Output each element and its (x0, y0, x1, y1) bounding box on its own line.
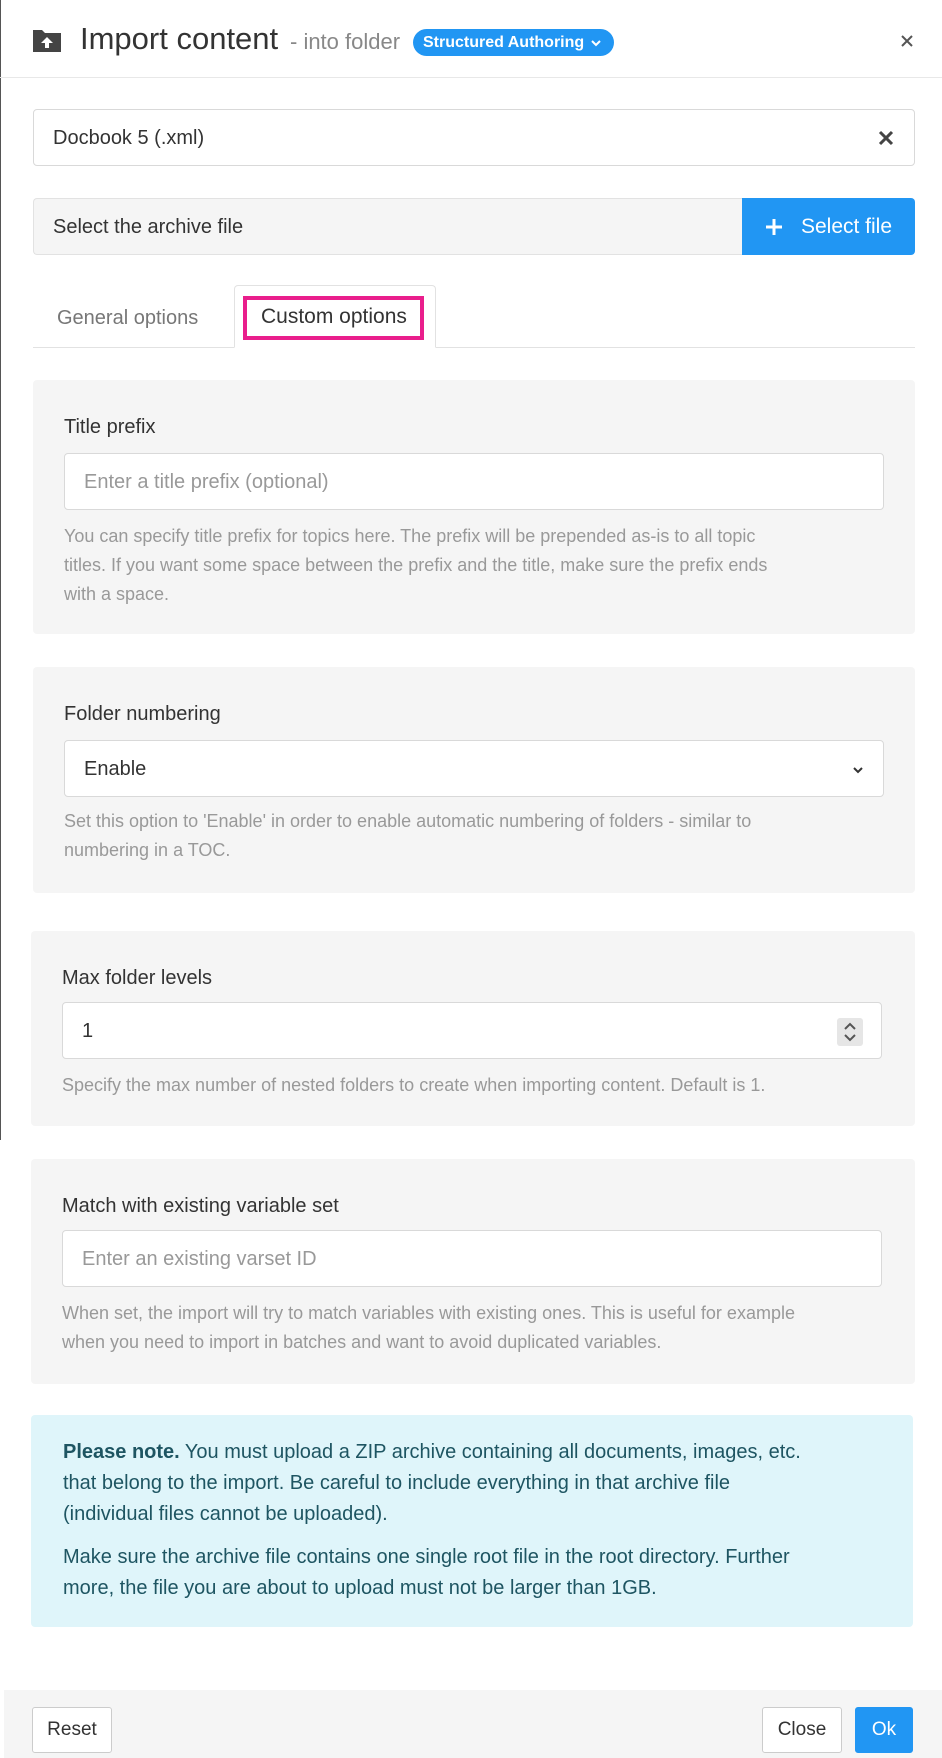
max-folder-levels-label: Max folder levels (62, 967, 213, 989)
variable-set-input[interactable] (62, 1230, 882, 1287)
variable-set-placeholder: Enter an existing varset ID (82, 1248, 317, 1270)
folder-numbering-panel (33, 667, 915, 893)
file-picker-label-box[interactable] (33, 198, 743, 255)
note-line: more, the file you are about to upload must not be larger than 1GB. (63, 1577, 657, 1599)
close-button[interactable]: Close (762, 1707, 842, 1753)
import-note (31, 1415, 913, 1627)
ok-button[interactable]: Ok (855, 1707, 913, 1753)
folder-upload-icon (32, 27, 62, 53)
note-line: that belong to the import. Be careful to include everything in that archive file (63, 1472, 731, 1494)
help-line: When set, the import will try to match variables with existing ones. This is useful for example (62, 1303, 795, 1323)
select-file-label: Select file (800, 214, 893, 238)
help-line: Set this option to 'Enable' in order to enable automatic numbering of folders - similar to (64, 811, 752, 831)
max-folder-levels-input[interactable] (62, 1002, 882, 1059)
folder-badge[interactable] (413, 29, 614, 56)
title-prefix-panel (33, 380, 915, 634)
plus-icon (765, 218, 783, 236)
chevron-down-icon (851, 763, 865, 777)
variable-set-panel (31, 1159, 915, 1384)
max-folder-levels-help: Specify the max number of nested folders to create when importing content. Default is 1. (62, 1075, 766, 1095)
options-tabs (33, 285, 915, 348)
close-icon[interactable] (896, 30, 918, 52)
variable-set-label: Match with existing variable set (62, 1195, 339, 1217)
folder-numbering-select[interactable] (64, 740, 884, 797)
note-bold: Please note. (63, 1441, 180, 1463)
folder-badge-label: Structured Authoring (423, 34, 585, 51)
note-text: You must upload a ZIP archive containing all documents, images, etc. (179, 1441, 801, 1463)
help-line: You can specify title prefix for topics here. The prefix will be prepended as-is to all topic (64, 526, 756, 546)
note-line: Make sure the archive file contains one single root file in the root directory. Further (63, 1546, 790, 1568)
tab-custom-options[interactable] (234, 285, 436, 348)
tab-general-options[interactable]: General options (57, 307, 199, 329)
note-line: (individual files cannot be uploaded). (63, 1503, 388, 1525)
reset-button[interactable]: Reset (32, 1707, 112, 1753)
window-edge (0, 0, 1, 1140)
max-folder-levels-panel (31, 931, 915, 1126)
format-select[interactable] (33, 109, 915, 166)
title-prefix-input[interactable] (64, 453, 884, 510)
folder-numbering-label: Folder numbering (64, 703, 221, 725)
tab-custom-options-label: Custom options (261, 305, 407, 328)
max-folder-levels-value: 1 (82, 1020, 94, 1042)
chevron-down-icon (590, 37, 602, 49)
help-line: with a space. (64, 584, 170, 604)
dialog-subtitle: - into folder (290, 29, 401, 54)
folder-numbering-value: Enable (84, 758, 147, 780)
help-line: titles. If you want some space between the prefix and the title, make sure the prefix ends (64, 555, 768, 575)
folder-numbering-help (64, 807, 751, 865)
title-prefix-placeholder: Enter a title prefix (optional) (84, 471, 329, 493)
dialog-header (0, 0, 942, 78)
title-prefix-label: Title prefix (64, 416, 156, 438)
note-line (63, 1437, 893, 1468)
variable-set-help (62, 1299, 795, 1357)
format-select-value: Docbook 5 (.xml) (53, 127, 205, 149)
file-picker-label: Select the archive file (53, 216, 244, 238)
clear-icon[interactable] (878, 130, 894, 146)
dialog-title: Import content (80, 21, 279, 56)
dialog-footer (4, 1690, 942, 1758)
help-line: when you need to import in batches and want to avoid duplicated variables. (62, 1332, 662, 1352)
title-prefix-help (64, 522, 767, 609)
select-file-button[interactable] (742, 198, 915, 255)
file-picker (33, 198, 915, 255)
stepper-icon[interactable] (837, 1018, 863, 1046)
help-line: numbering in a TOC. (64, 840, 231, 860)
